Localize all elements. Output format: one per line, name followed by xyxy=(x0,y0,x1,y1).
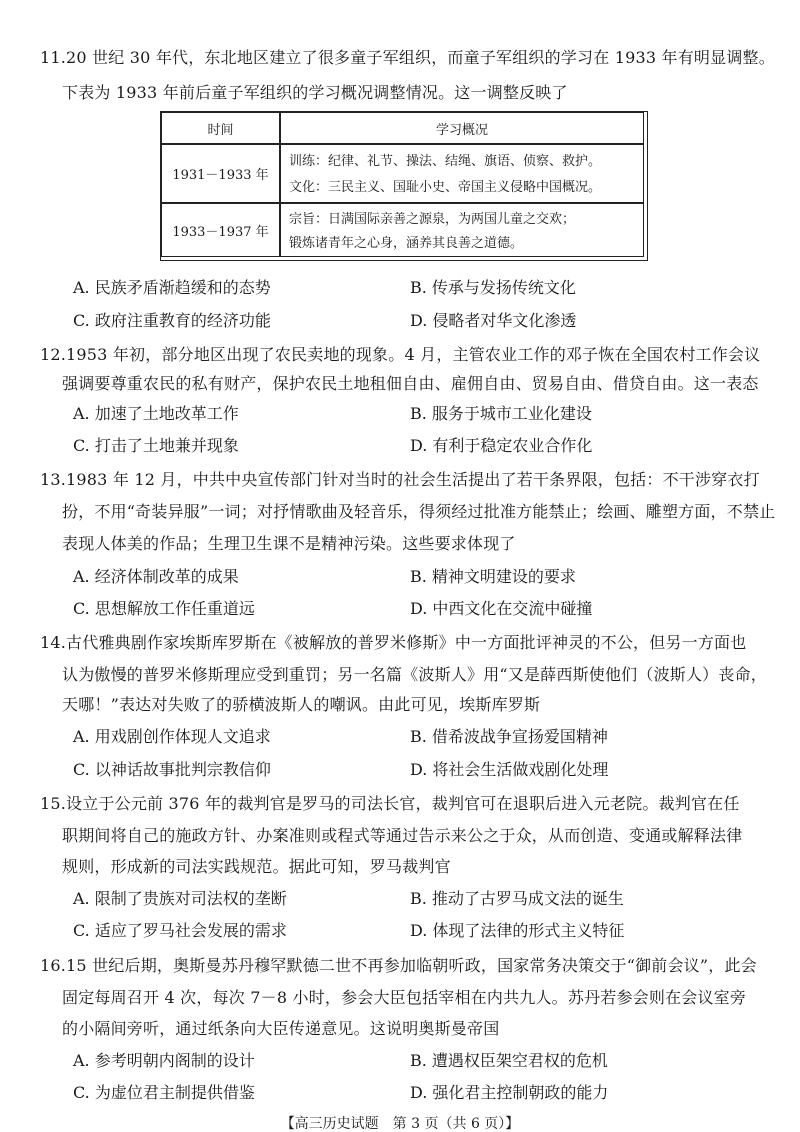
table-header-time: 时间 xyxy=(161,112,280,144)
option-b: B. 服务于城市工业化建设 xyxy=(410,404,592,423)
option-b: B. 借希波战争宣扬爱国精神 xyxy=(410,727,608,746)
question-stem-line: 下表为 1933 年前后童子军组织的学习概况调整情况。这一调整反映了 xyxy=(62,83,568,102)
table-row-time: 1931－1933 年 xyxy=(161,144,280,203)
option-b: B. 遭遇权臣架空君权的危机 xyxy=(410,1051,608,1070)
question-stem-line: 15.设立于公元前 376 年的裁判官是罗马的司法长官，裁判官可在退职后进入元老院。裁判官在任 xyxy=(40,794,740,813)
question-stem-line: 12.1953 年初，部分地区出现了农民卖地的现象。4 月，主管农业工作的邓子恢在全国农村工作会议 xyxy=(40,345,761,364)
question-stem-line: 的小隔间旁听，通过纸条向大臣传递意见。这说明奥斯曼帝国 xyxy=(62,1019,500,1038)
table-cell-line: 宗旨：日满国际亲善之源泉，为两国儿童之交欢； xyxy=(289,212,576,227)
question-stem-line: 13.1983 年 12 月，中共中央宣传部门针对当时的社会生活提出了若干条界限，包括：不干涉穿衣打 xyxy=(40,470,760,489)
option-b: B. 传承与发扬传统文化 xyxy=(410,278,576,297)
page-footer: 【高三历史试题 第 3 页（共 6 页）】 xyxy=(280,1116,520,1132)
question-stem-line: 16.15 世纪后期，奥斯曼苏丹穆罕默德二世不再参加临朝听政，国家常务决策交于“御前会议”，此会 xyxy=(40,956,757,975)
question-stem-line: 表现人体美的作品；生理卫生课不是精神污染。这些要求体现了 xyxy=(62,534,516,553)
table-row-time: 1933－1937 年 xyxy=(161,203,280,257)
option-d: D. 中西文化在交流中碰撞 xyxy=(410,599,593,618)
option-c: C. 为虚位君主制提供借鉴 xyxy=(73,1083,255,1102)
option-d: D. 强化君主控制朝政的能力 xyxy=(410,1083,609,1102)
question-stem-line: 14.古代雅典剧作家埃斯库罗斯在《被解放的普罗米修斯》中一方面批评神灵的不公，但另一方面也 xyxy=(40,633,747,652)
question-stem-line: 强调要尊重农民的私有财产，保护农民土地租佃自由、雇佣自由、贸易自由、借贷自由。这一表态 xyxy=(62,374,759,393)
table-cell-line: 训练：纪律、礼节、操法、结绳、旗语、侦察、救护。 xyxy=(289,154,602,169)
option-a: A. 民族矛盾渐趋缓和的态势 xyxy=(73,278,271,297)
question-stem-line: 扮，不用“奇装异服”一词；对抒情歌曲及轻音乐，得须经过批准方能禁止；绘画、雕塑方面，不禁止 xyxy=(62,502,776,521)
option-c: C. 政府注重教育的经济功能 xyxy=(73,311,271,330)
option-b: B. 推动了古罗马成文法的诞生 xyxy=(410,889,624,908)
question-stem-line: 11.20 世纪 30 年代，东北地区建立了很多童子军组织，而童子军组织的学习在 1933 年有明显调整。 xyxy=(40,48,775,67)
question-stem-line: 认为傲慢的普罗米修斯理应受到重罚；另一名篇《波斯人》用“又是薛西斯使他们（波斯人）丧命， xyxy=(62,665,767,684)
option-d: D. 有利于稳定农业合作化 xyxy=(410,436,593,455)
table-cell-line: 文化：三民主义、国耻小史、帝国主义侵略中国概况。 xyxy=(289,180,602,195)
option-c: C. 思想解放工作任重道远 xyxy=(73,599,255,618)
option-c: C. 适应了罗马社会发展的需求 xyxy=(73,921,287,940)
table-row-content xyxy=(280,203,644,257)
option-a: A. 用戏剧创作体现人文追求 xyxy=(73,727,271,746)
study-table xyxy=(160,111,648,261)
question-stem-line: 职期间将自己的施政方针、办案准则或程式等通过告示来公之于众，从而创造、变通或解释法律 xyxy=(62,826,743,845)
option-a: A. 经济体制改革的成果 xyxy=(73,567,239,586)
option-d: D. 体现了法律的形式主义特征 xyxy=(410,921,625,940)
question-stem-line: 天哪！”表达对失败了的骄横波斯人的嘲讽。由此可见，埃斯库罗斯 xyxy=(62,695,541,714)
question-stem-line: 固定每周召开 4 次，每次 7－8 小时，参会大臣包括宰相在内共九人。苏丹若参会则在会议室旁 xyxy=(62,988,747,1007)
option-a: A. 加速了土地改革工作 xyxy=(73,404,239,423)
option-d: D. 侵略者对华文化渗透 xyxy=(410,311,577,330)
option-c: C. 打击了土地兼并现象 xyxy=(73,436,239,455)
question-stem-line: 规则，形成新的司法实践规范。据此可知，罗马裁判官 xyxy=(62,857,451,876)
table-cell-line: 锻炼诸青年之心身，涵养其良善之道德。 xyxy=(289,236,524,251)
option-c: C. 以神话故事批判宗教信仰 xyxy=(73,760,271,779)
option-a: A. 参考明朝内阁制的设计 xyxy=(73,1051,255,1070)
table-row-content xyxy=(280,144,644,203)
option-b: B. 精神文明建设的要求 xyxy=(410,567,576,586)
option-d: D. 将社会生活做戏剧化处理 xyxy=(410,760,609,779)
table-header-content: 学习概况 xyxy=(280,112,644,144)
option-a: A. 限制了贵族对司法权的垄断 xyxy=(73,889,287,908)
